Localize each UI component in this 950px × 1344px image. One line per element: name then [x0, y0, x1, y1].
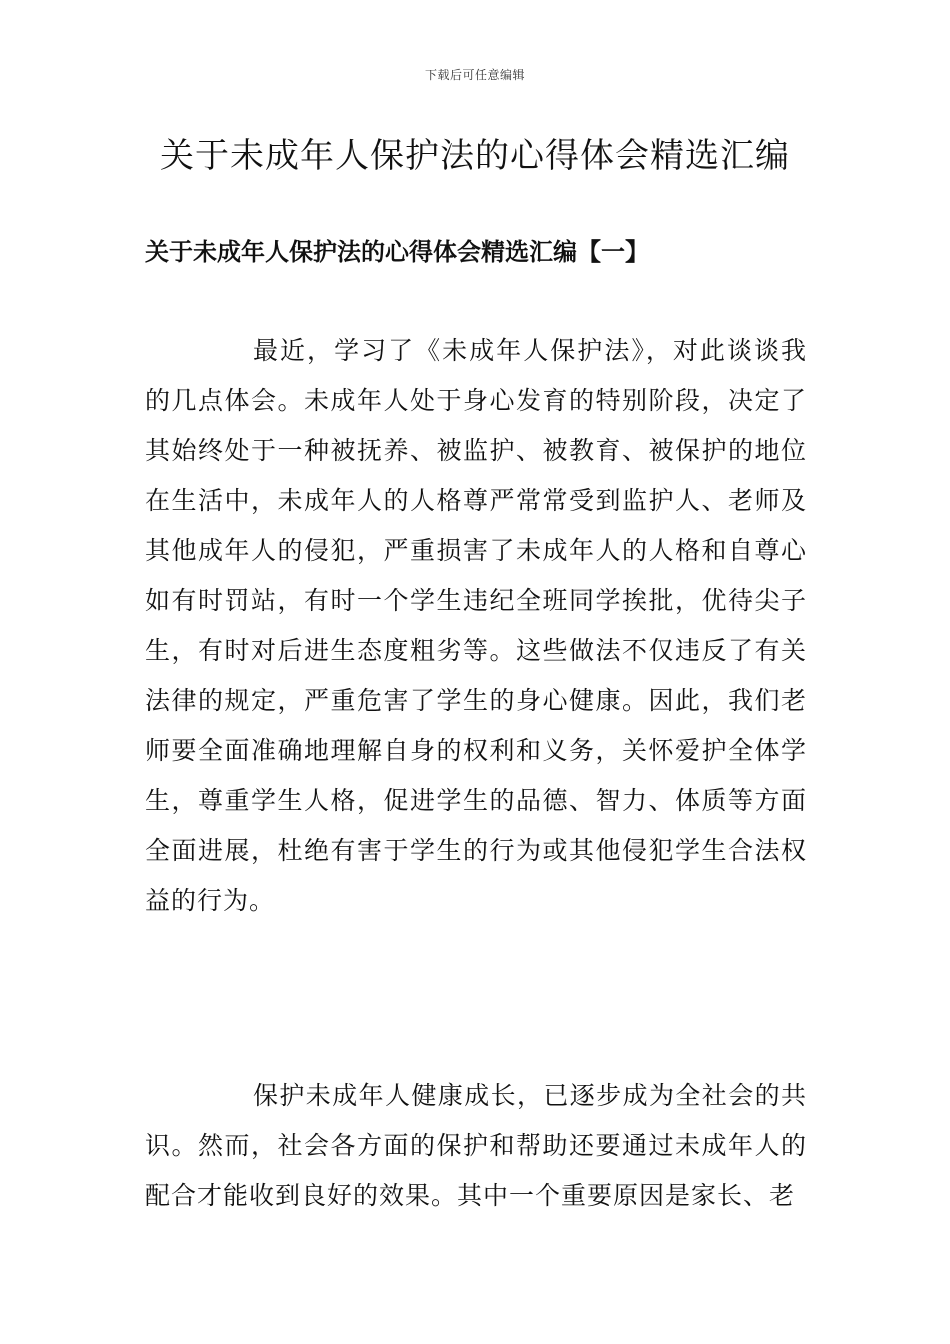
- document-title: 关于未成年人保护法的心得体会精选汇编: [160, 136, 790, 176]
- paragraph-2: 保护未成年人健康成长，已逐步成为全社会的共识。然而，社会各方面的保护和帮助还要通过未成年人的配合才能收到良好的效果。其中一个重要原因是家长、老: [145, 1081, 807, 1210]
- paragraph-1: 最近，学习了《未成年人保护法》，对此谈谈我的几点体会。未成年人处于身心发育的特别阶段，决定了其始终处于一种被抚养、被监护、被教育、被保护的地位在生活中，未成年人的人格尊严常常受到监护人、老师及其他成年人的侵犯，严重损害了未成年人的人格和自尊心如有时罚站，有时一个学生违纪全班同学挨批，优待尖子生，有时对后进生态度粗劣等。这些做法不仅违反了有关法律的规定，严重危害了学生的身心健康。因此，我们老师要全面准确地理解自身的权利和义务，关怀爱护全体学生，尊重学生人格，促进学生的品德、智力、体质等方面全面进展，杜绝有害于学生的行为或其他侵犯学生合法权益的行为。: [145, 336, 807, 915]
- section-heading: 关于未成年人保护法的心得体会精选汇编【一】: [145, 237, 649, 266]
- header-note: 下载后可任意编辑: [424, 68, 525, 82]
